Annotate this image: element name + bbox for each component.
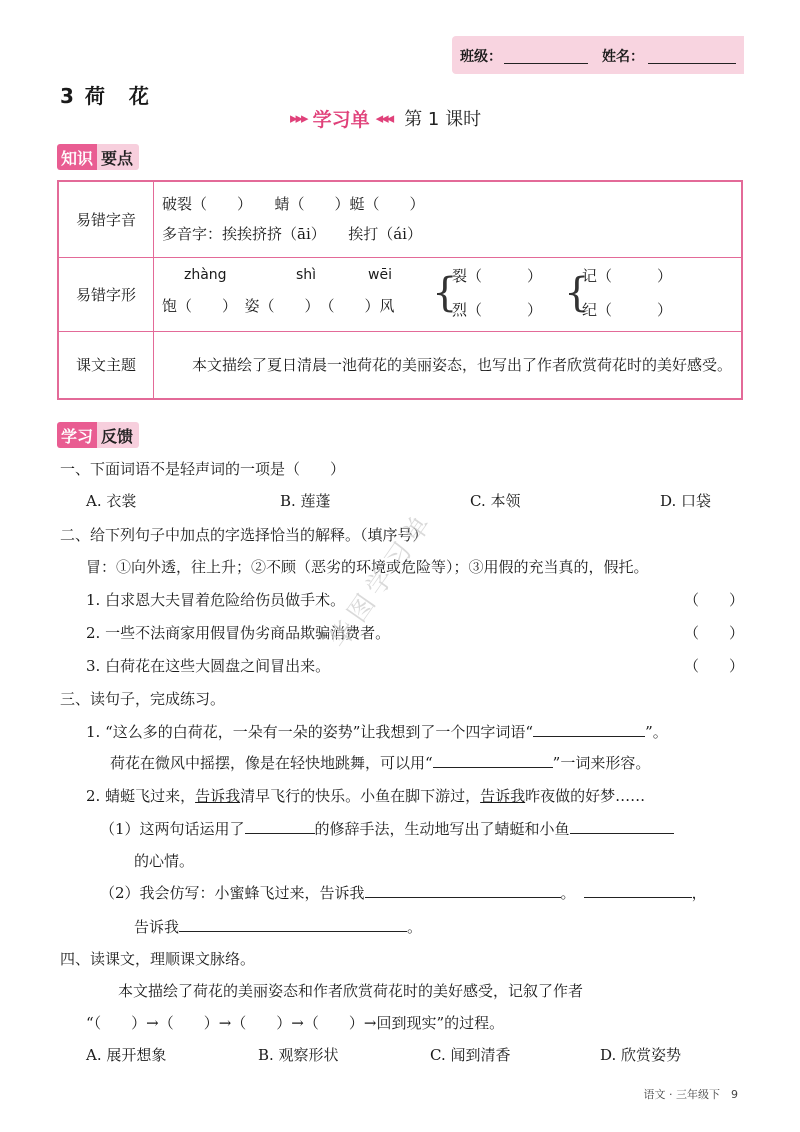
row-head: 易错字形: [58, 257, 154, 331]
answer-blank[interactable]: [533, 722, 645, 737]
arrows-right-icon: ◂◂◂: [375, 109, 393, 127]
name-class-bar: [452, 36, 744, 74]
q3-part-1: [100, 818, 674, 839]
section-tag: 学习: [57, 422, 97, 448]
answer-paren[interactable]: （ ）: [684, 624, 745, 642]
option-a[interactable]: A. 衣裳: [86, 492, 137, 510]
answer-blank[interactable]: [245, 819, 315, 834]
option-b[interactable]: B. 观察形状: [258, 1046, 339, 1064]
list-item: 3. 白荷花在这些大圆盘之间冒出来。: [86, 657, 331, 675]
pronunciation-line: 破裂（ ） 蜻（ ）蜓（ ）: [162, 195, 425, 214]
glyph-line: 饱（ ） 姿（ ） （ ）风: [162, 297, 395, 315]
watermark: 华图学习单: [323, 505, 441, 655]
answer-blank[interactable]: [433, 753, 553, 768]
q3-part-2b: [134, 916, 422, 937]
text: 清早飞行的快乐。小鱼在脚下游过，: [240, 787, 481, 805]
lesson-title: 3 荷 花: [60, 84, 151, 108]
answer-paren[interactable]: （ ）: [684, 591, 745, 609]
pair-item: 裂（ ）: [452, 267, 543, 285]
row-content: 本文描绘了夏日清晨一池荷花的美丽姿态，也写出了作者欣赏荷花时的美好感受。: [154, 331, 743, 399]
table-row: [58, 181, 742, 257]
pinyin: zhàng: [184, 267, 227, 283]
question-3: 三、读句子，完成练习。: [60, 690, 226, 708]
text: 的修辞手法，生动地写出了蜻蜓和小鱼: [314, 820, 570, 838]
section-tag: 知识: [57, 144, 97, 170]
question-4: 四、读课文，理顺课文脉络。: [60, 950, 256, 968]
pair-item: 烈（ ）: [452, 301, 543, 319]
row-content: [154, 181, 743, 257]
name-field[interactable]: [648, 63, 736, 64]
knowledge-table: [57, 180, 743, 400]
pinyin: shì: [296, 267, 317, 283]
question-1: 一、下面词语不是轻声词的一项是（ ）: [60, 460, 346, 478]
table-row: [58, 257, 742, 331]
text: 2. 蜻蜓飞过来，: [86, 787, 196, 805]
q4-line-2: “（ ）→（ ）→（ ）→（ ）→回到现实”的过程。: [86, 1014, 505, 1032]
text: 。: [560, 884, 576, 902]
row-content: [154, 257, 743, 331]
option-a[interactable]: A. 展开想象: [86, 1046, 167, 1064]
text: ”。: [645, 723, 668, 741]
underlined-text: 告诉我: [195, 787, 241, 805]
question-2: 二、给下列句子中加点的字选择恰当的解释。（填序号）: [60, 526, 428, 544]
name-label: 姓名：: [602, 49, 644, 65]
q3-sentence-1: [86, 721, 668, 742]
answer-paren[interactable]: （ ）: [684, 657, 745, 675]
text: 1. “这么多的白荷花，一朵有一朵的姿势”让我想到了一个四字词语“: [86, 723, 534, 741]
section-tag-sub: 要点: [97, 144, 139, 170]
answer-blank[interactable]: [365, 883, 561, 898]
brace-icon: {: [432, 270, 458, 316]
table-row: [58, 331, 742, 399]
polyphone-line: 多音字：挨挨挤挤（āi） 挨打（ái）: [162, 225, 422, 244]
arrows-left-icon: ▸▸▸: [290, 109, 307, 127]
option-d[interactable]: D. 口袋: [660, 492, 712, 510]
sheet-main-title: 学习单: [312, 108, 370, 131]
section-tag-sub: 反馈: [97, 422, 139, 448]
text: 。: [407, 918, 423, 936]
page-footer: 语文 · 三年级下 9: [643, 1088, 738, 1101]
q3-sentence-2: [86, 785, 645, 806]
pinyin: wēi: [368, 267, 392, 283]
q3-part-2: [100, 882, 707, 903]
q4-line-1: 本文描绘了荷花的美丽姿态和作者欣赏荷花时的美好感受，记叙了作者: [118, 982, 584, 1000]
feedback-section-header: [57, 422, 139, 448]
text: 昨夜做的好梦……: [525, 787, 646, 805]
q3-sentence-1b: [110, 752, 650, 773]
knowledge-section-header: [57, 144, 139, 170]
text: ”一词来形容。: [552, 754, 651, 772]
answer-blank[interactable]: [179, 917, 407, 932]
class-label: 班级：: [460, 49, 502, 65]
list-item: 2. 一些不法商家用假冒伪劣商品欺骗消费者。: [86, 624, 391, 642]
option-c[interactable]: C. 本领: [470, 492, 521, 510]
class-field[interactable]: [504, 63, 588, 64]
option-b[interactable]: B. 莲蓬: [280, 492, 331, 510]
text: ，: [691, 884, 707, 902]
text: 告诉我: [134, 918, 180, 936]
answer-blank[interactable]: [584, 883, 692, 898]
answer-blank[interactable]: [570, 819, 674, 834]
row-head: 课文主题: [58, 331, 154, 399]
underlined-text: 告诉我: [480, 787, 526, 805]
text: （1）这两句话运用了: [100, 820, 245, 838]
row-head: 易错字音: [58, 181, 154, 257]
text: （2）我会仿写：小蜜蜂飞过来，告诉我: [100, 884, 365, 902]
sheet-title: [290, 104, 481, 132]
pair-item: 记（ ）: [582, 267, 673, 285]
list-item: 1. 白求恩大夫冒着危险给伤员做手术。: [86, 591, 346, 609]
text: 荷花在微风中摇摆，像是在轻快地跳舞，可以用“: [110, 754, 433, 772]
q3-part-1b: 的心情。: [134, 852, 195, 870]
pair-item: 纪（ ）: [582, 301, 673, 319]
lesson-period: 第 1 课时: [404, 109, 482, 130]
option-d[interactable]: D. 欣赏姿势: [600, 1046, 682, 1064]
brace-icon: {: [564, 270, 590, 316]
meanings: 冒：①向外透，往上升；②不顾（恶劣的环境或危险等）；③用假的充当真的，假托。: [86, 558, 649, 576]
option-c[interactable]: C. 闻到清香: [430, 1046, 511, 1064]
